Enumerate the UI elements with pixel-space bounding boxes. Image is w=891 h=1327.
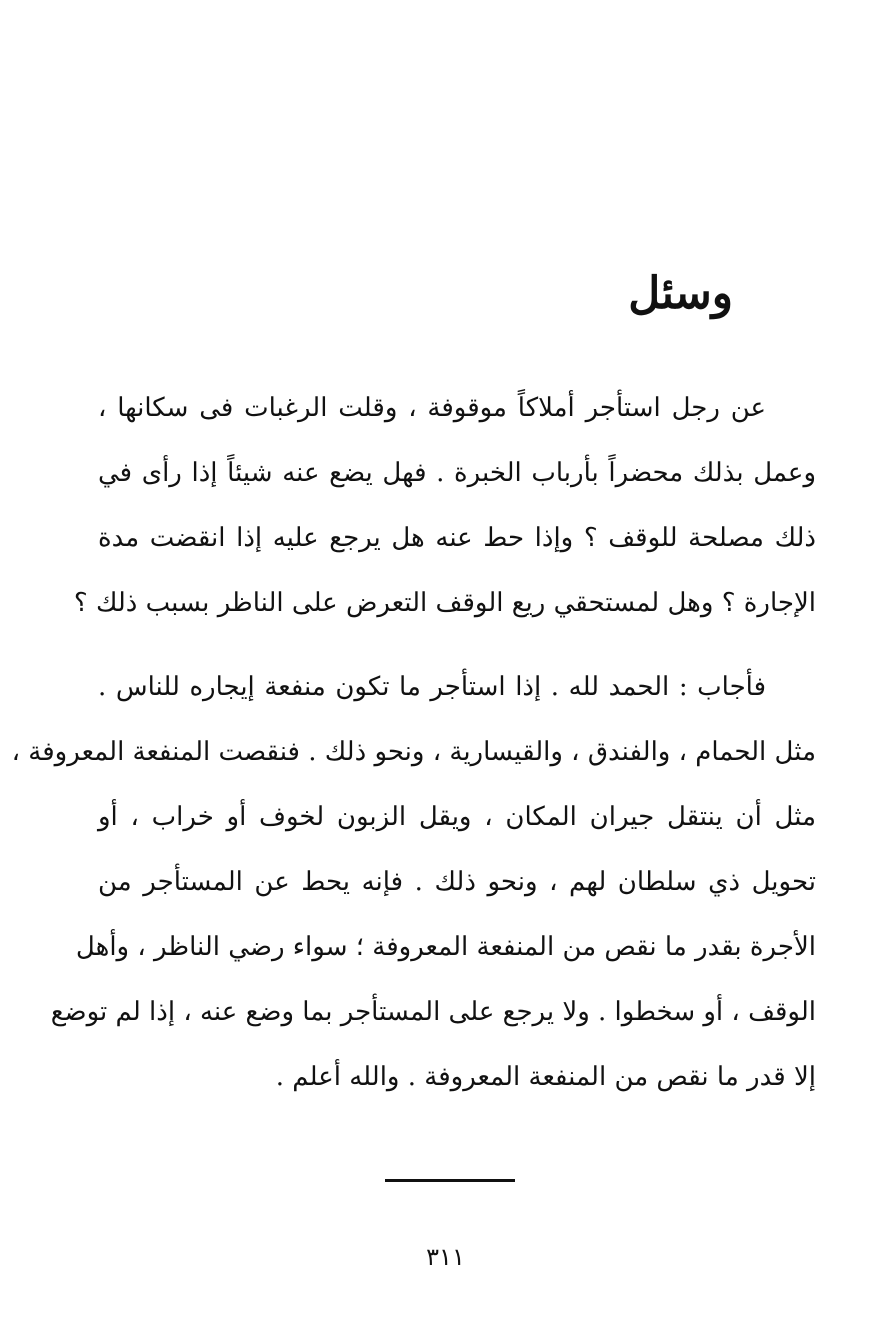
question-line: الإجارة ؟ وهل لمستحقي ريع الوقف التعرض على الناظر بسبب ذلك ؟	[73, 588, 816, 618]
section-divider	[385, 1179, 515, 1182]
answer-line: الوقف ، أو سخطوا . ولا يرجع على المستأجر بما وضع عنه ، إذا لم توضع	[50, 997, 816, 1027]
answer-line: إلا قدر ما نقص من المنفعة المعروفة . والله أعلم .	[275, 1062, 816, 1092]
question-line: ذلك مصلحة للوقف ؟ وإذا حط عنه هل يرجع عليه إذا انقضت مدة	[98, 523, 816, 553]
page-number: ٣١١	[426, 1243, 465, 1271]
answer-line: مثل أن ينتقل جيران المكان ، ويقل الزبون لخوف أو خراب ، أو	[98, 802, 816, 832]
question-line: وعمل بذلك محضراً بأرباب الخبرة . فهل يضع عنه شيئاً إذا رأى في	[98, 458, 816, 488]
answer-line: فأجاب : الحمد لله . إذا استأجر ما تكون منفعة إيجاره للناس .	[98, 672, 766, 702]
question-line: عن رجل استأجر أملاكاً موقوفة ، وقلت الرغبات فى سكانها ،	[98, 393, 766, 423]
answer-line: الأجرة بقدر ما نقص من المنفعة المعروفة ؛ سواء رضي الناظر ، وأهل	[75, 932, 816, 962]
section-heading: وسئل	[628, 268, 733, 319]
answer-line: مثل الحمام ، والفندق ، والقيسارية ، ونحو ذلك . فنقصت المنفعة المعروفة ،	[11, 737, 816, 767]
question-paragraph	[73, 376, 816, 636]
answer-paragraph	[11, 655, 816, 1110]
answer-line: تحويل ذي سلطان لهم ، ونحو ذلك . فإنه يحط عن المستأجر من	[98, 867, 816, 897]
